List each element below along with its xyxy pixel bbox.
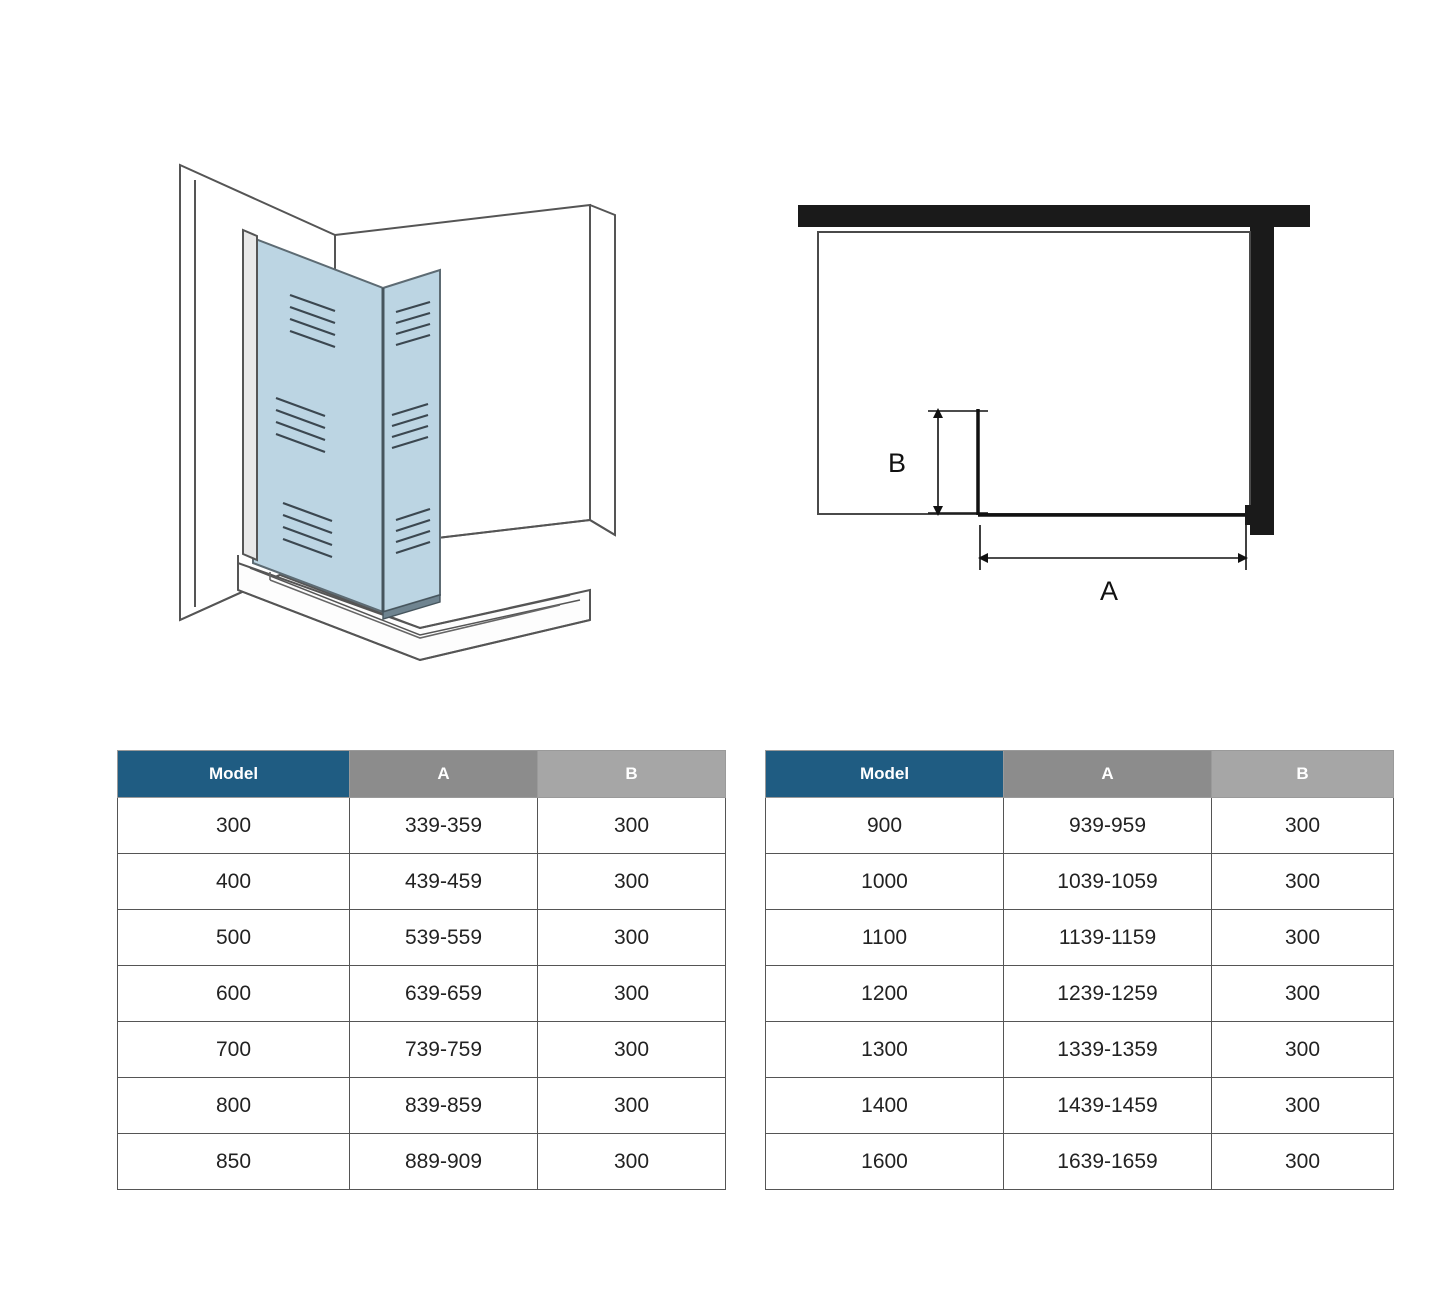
cell-a: 539-559: [350, 910, 538, 966]
cell-model: 700: [118, 1022, 350, 1078]
table-header-row: [118, 751, 726, 798]
cell-a: 1639-1659: [1004, 1134, 1212, 1190]
table-row: [766, 854, 1394, 910]
cell-b: 300: [538, 1022, 726, 1078]
isometric-shower-screen-illustration: [120, 120, 680, 690]
cell-model: 900: [766, 798, 1004, 854]
spec-tables-area: [0, 740, 1445, 1220]
cell-model: 1600: [766, 1134, 1004, 1190]
table-row: [118, 854, 726, 910]
cell-b: 300: [538, 1078, 726, 1134]
cell-a: 339-359: [350, 798, 538, 854]
cell-b: 300: [538, 910, 726, 966]
cell-a: 889-909: [350, 1134, 538, 1190]
cell-b: 300: [1212, 1078, 1394, 1134]
col-header-a: A: [1004, 751, 1212, 798]
col-header-model: Model: [118, 751, 350, 798]
table-row: [766, 1022, 1394, 1078]
cell-model: 300: [118, 798, 350, 854]
table-row: [118, 966, 726, 1022]
cell-a: 439-459: [350, 854, 538, 910]
cell-b: 300: [1212, 798, 1394, 854]
col-header-b: B: [1212, 751, 1394, 798]
col-header-b: B: [538, 751, 726, 798]
cell-model: 1200: [766, 966, 1004, 1022]
cell-a: 1139-1159: [1004, 910, 1212, 966]
isometric-svg: [120, 120, 680, 690]
cell-a: 1339-1359: [1004, 1022, 1212, 1078]
table-row: [766, 910, 1394, 966]
cell-model: 1400: [766, 1078, 1004, 1134]
cell-model: 1300: [766, 1022, 1004, 1078]
plan-svg: [760, 175, 1360, 645]
cell-b: 300: [538, 854, 726, 910]
table-row: [118, 1078, 726, 1134]
cell-model: 850: [118, 1134, 350, 1190]
cell-b: 300: [1212, 910, 1394, 966]
plan-label-a: A: [1100, 576, 1119, 606]
col-header-model: Model: [766, 751, 1004, 798]
cell-a: 1039-1059: [1004, 854, 1212, 910]
col-header-a: A: [350, 751, 538, 798]
cell-b: 300: [1212, 966, 1394, 1022]
cell-b: 300: [538, 1134, 726, 1190]
cell-model: 600: [118, 966, 350, 1022]
cell-model: 800: [118, 1078, 350, 1134]
cell-model: 500: [118, 910, 350, 966]
plan-label-b: B: [888, 448, 907, 478]
table-row: [118, 910, 726, 966]
cell-b: 300: [1212, 854, 1394, 910]
cell-b: 300: [1212, 1134, 1394, 1190]
table-row: [118, 1022, 726, 1078]
cell-model: 1100: [766, 910, 1004, 966]
table-row: [766, 966, 1394, 1022]
cell-a: 1239-1259: [1004, 966, 1212, 1022]
cell-a: 1439-1459: [1004, 1078, 1212, 1134]
spec-table-right: [765, 750, 1394, 1190]
cell-model: 1000: [766, 854, 1004, 910]
cell-a: 739-759: [350, 1022, 538, 1078]
plan-shower-screen-illustration: [760, 175, 1360, 645]
table-row: [766, 1134, 1394, 1190]
table-row: [118, 798, 726, 854]
table-row: [118, 1134, 726, 1190]
cell-a: 939-959: [1004, 798, 1212, 854]
spec-table-left: [117, 750, 726, 1190]
cell-model: 400: [118, 854, 350, 910]
cell-a: 839-859: [350, 1078, 538, 1134]
cell-b: 300: [1212, 1022, 1394, 1078]
table-row: [766, 1078, 1394, 1134]
cell-a: 639-659: [350, 966, 538, 1022]
cell-b: 300: [538, 798, 726, 854]
table-row: [766, 798, 1394, 854]
cell-b: 300: [538, 966, 726, 1022]
table-header-row: [766, 751, 1394, 798]
